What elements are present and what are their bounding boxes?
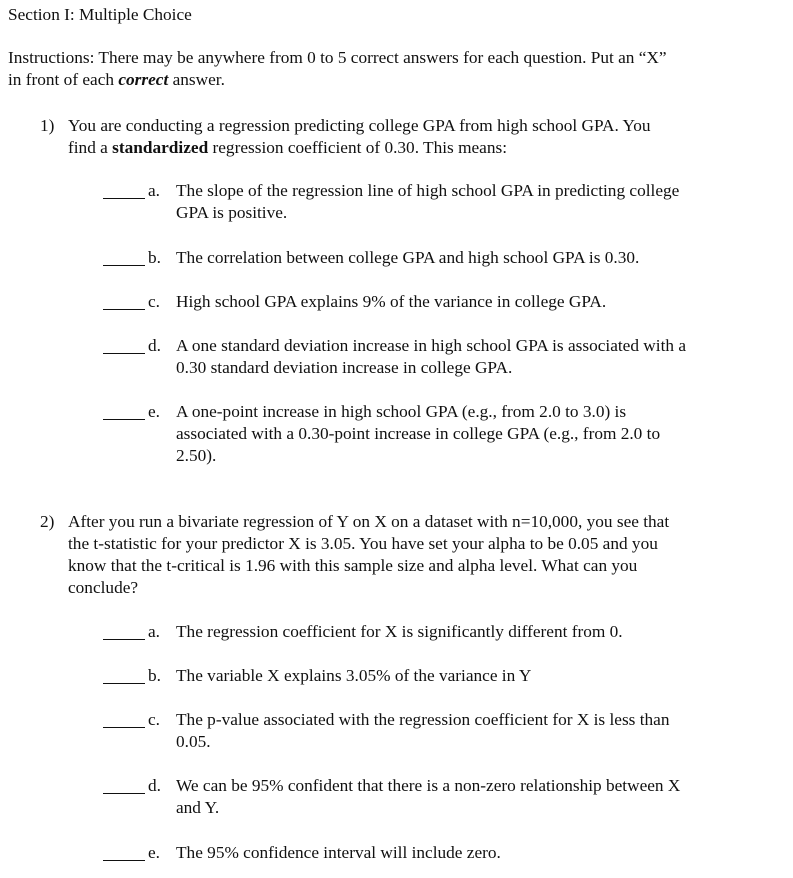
question-number: 1)	[40, 116, 55, 135]
question-text-part: find a	[68, 138, 113, 157]
section-title: Section I: Multiple Choice	[8, 5, 192, 24]
option-letter: b.	[148, 666, 161, 685]
option-letter: c.	[148, 292, 160, 311]
answer-blank[interactable]	[103, 709, 145, 728]
answer-blank[interactable]	[103, 621, 145, 640]
option-line: GPA is positive.	[176, 203, 288, 222]
answer-blank[interactable]	[103, 180, 145, 199]
option-line: The p-value associated with the regression coefficient for X is less than	[176, 710, 670, 729]
question-text	[68, 115, 651, 159]
option-text	[176, 775, 680, 819]
answer-blank[interactable]	[103, 401, 145, 420]
answer-blank[interactable]	[103, 842, 145, 861]
option-letter: e.	[148, 843, 160, 862]
instructions	[8, 47, 667, 91]
option-letter: c.	[148, 710, 160, 729]
question-number: 2)	[40, 512, 55, 531]
option-text	[176, 291, 606, 313]
answer-blank[interactable]	[103, 291, 145, 310]
bold-standardized: standardized	[112, 138, 209, 157]
option-line: The 95% confidence interval will include zero.	[176, 843, 501, 862]
question-line: You are conducting a regression predicting college GPA from high school GPA. You	[68, 116, 651, 135]
option-letter: b.	[148, 248, 161, 267]
answer-blank[interactable]	[103, 665, 145, 684]
option-letter: d.	[148, 336, 161, 355]
option-text	[176, 335, 686, 379]
option-line: 2.50).	[176, 446, 217, 465]
option-letter: a.	[148, 181, 160, 200]
option-line: The correlation between college GPA and high school GPA is 0.30.	[176, 248, 640, 267]
instructions-text: in front of each	[8, 70, 119, 89]
option-text	[176, 180, 679, 224]
option-line: The slope of the regression line of high school GPA in predicting college	[176, 181, 680, 200]
answer-blank[interactable]	[103, 335, 145, 354]
option-text	[176, 665, 531, 687]
option-text	[176, 621, 623, 643]
option-text	[176, 709, 669, 753]
question-line: After you run a bivariate regression of Y on X on a dataset with n=10,000, you see that	[68, 512, 670, 531]
option-text	[176, 401, 660, 467]
option-line: associated with a 0.30-point increase in college GPA (e.g., from 2.0 to	[176, 424, 661, 443]
option-text	[176, 247, 639, 269]
question-text	[68, 511, 669, 599]
option-line: We can be 95% confident that there is a non-zero relationship between X	[176, 776, 681, 795]
option-line: A one-point increase in high school GPA (e.g., from 2.0 to 3.0) is	[176, 402, 627, 421]
question-line: conclude?	[68, 578, 139, 597]
answer-blank[interactable]	[103, 775, 145, 794]
emphasis-correct: correct	[118, 70, 169, 89]
instructions-text: answer.	[168, 70, 225, 89]
option-letter: e.	[148, 402, 160, 421]
question-line: know that the t-critical is 1.96 with this sample size and alpha level. What can you	[68, 556, 638, 575]
option-line: 0.05.	[176, 732, 211, 751]
instructions-line-2	[8, 69, 667, 91]
question-line: the t-statistic for your predictor X is 3.05. You have set your alpha to be 0.05 and you	[68, 534, 658, 553]
option-line: 0.30 standard deviation increase in college GPA.	[176, 358, 513, 377]
option-line: High school GPA explains 9% of the variance in college GPA.	[176, 292, 607, 311]
option-letter: a.	[148, 622, 160, 641]
instructions-line-1: Instructions: There may be anywhere from 0 to 5 correct answers for each question. Put an “X”	[8, 48, 667, 67]
option-line: The regression coefficient for X is significantly different from 0.	[176, 622, 623, 641]
option-text	[176, 842, 501, 864]
option-line: The variable X explains 3.05% of the variance in Y	[176, 666, 532, 685]
option-line: A one standard deviation increase in high school GPA is associated with a	[176, 336, 687, 355]
question-line	[68, 137, 651, 159]
option-line: and Y.	[176, 798, 220, 817]
option-letter: d.	[148, 776, 161, 795]
question-text-part: regression coefficient of 0.30. This means:	[208, 138, 508, 157]
answer-blank[interactable]	[103, 247, 145, 266]
